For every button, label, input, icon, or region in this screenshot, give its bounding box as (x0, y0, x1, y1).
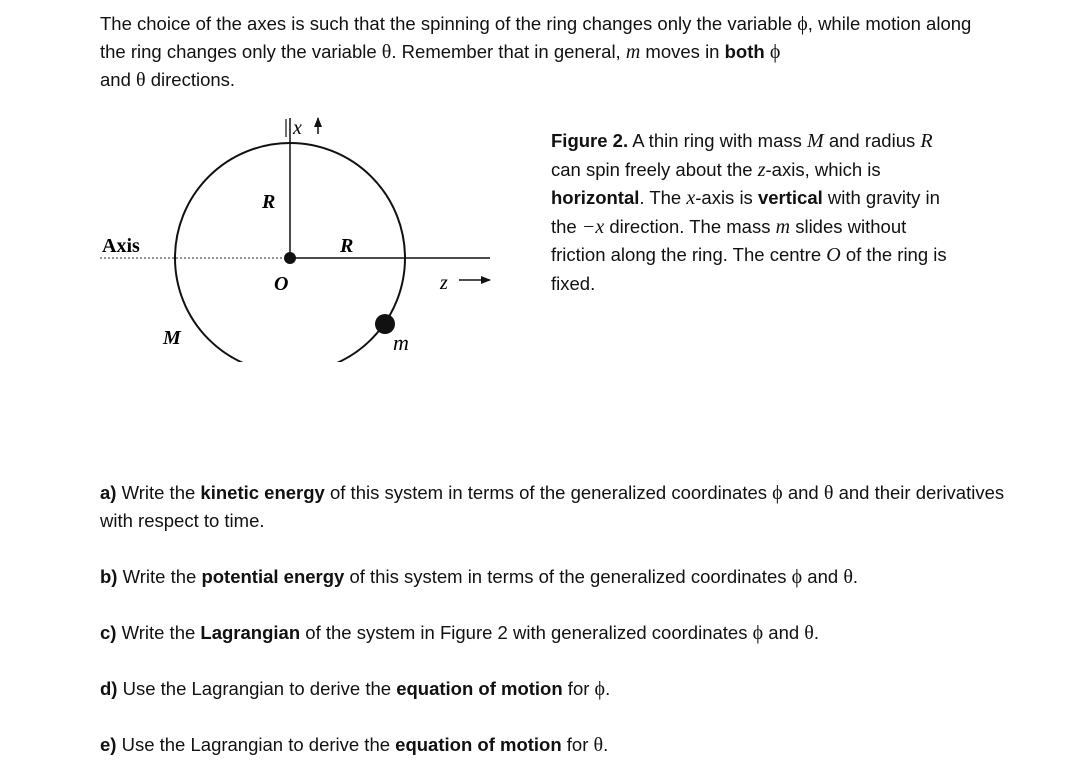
phi-symbol: ϕ (594, 678, 606, 700)
caption-text: A thin ring with mass (628, 130, 808, 151)
question-bold: kinetic energy (200, 482, 325, 503)
question-text: and (763, 622, 805, 643)
question-text: Write the (116, 482, 201, 503)
question-label: a) (100, 482, 117, 503)
question-label: d) (100, 678, 118, 699)
question-text: Use the Lagrangian to derive the (117, 678, 397, 699)
caption-text: with gravity in the (551, 187, 940, 237)
question-text: Write the (117, 566, 202, 587)
question-label: b) (100, 566, 118, 587)
theta-symbol: θ (593, 734, 604, 756)
question-b (100, 563, 1000, 591)
axis-label: Axis (102, 235, 140, 257)
caption-bold-vertical: vertical (757, 187, 823, 208)
question-text: of this system in terms of the generalized coordinates (324, 482, 773, 503)
mass-symbol: m (775, 215, 791, 238)
question-e (100, 731, 1000, 759)
question-text: for (561, 734, 594, 755)
intro-text: The choice of the axes is such that the spinning of the ring changes only the variable (100, 13, 798, 34)
question-text: of the system in Figure 2 with generalized coordinates (300, 622, 753, 643)
caption-text: . The (639, 187, 687, 208)
theta-symbol: θ (136, 69, 146, 91)
question-bold: equation of motion (396, 678, 563, 699)
neg-x-symbol: −x (581, 215, 605, 238)
intro-text: , while motion along the ring changes only the variable (100, 13, 972, 62)
caption-bold-horizontal: horizontal (551, 187, 640, 208)
question-bold: Lagrangian (200, 622, 301, 643)
intro-paragraph (100, 10, 1000, 94)
x-label: x (293, 117, 302, 139)
intro-text: directions. (145, 69, 236, 90)
question-text: Use the Lagrangian to derive the (116, 734, 396, 755)
phi-symbol: ϕ (797, 13, 808, 35)
phi-symbol: ϕ (769, 41, 781, 63)
origin-dot (284, 252, 296, 264)
question-text: and (802, 566, 844, 587)
caption-title: Figure 2. (551, 130, 629, 151)
big-mass-label: M (163, 327, 181, 349)
phi-symbol: ϕ (752, 622, 764, 644)
mass-m-dot (375, 314, 395, 334)
figure-caption (551, 127, 951, 297)
caption-text: -axis, which is (765, 158, 881, 180)
phi-symbol: ϕ (791, 566, 803, 588)
question-bold: potential energy (201, 566, 345, 587)
question-bold: equation of motion (395, 734, 562, 755)
phi-symbol: ϕ (772, 482, 783, 504)
question-text: and their derivatives with respect to time. (100, 482, 1005, 531)
question-label: e) (100, 734, 117, 755)
mass-symbol: m (625, 41, 641, 63)
z-label: z (440, 272, 448, 294)
question-text: . (605, 678, 611, 699)
question-d (100, 675, 1000, 703)
theta-symbol: θ (804, 622, 814, 644)
caption-text: can spin freely about the (551, 158, 758, 180)
theta-symbol: θ (823, 482, 834, 504)
intro-text: moves in (640, 41, 725, 62)
question-label: c) (100, 622, 117, 643)
question-text: of this system in terms of the generalized coordinates (344, 566, 792, 587)
theta-symbol: θ (843, 566, 853, 588)
intro-text: and (100, 69, 137, 90)
question-text: . (603, 734, 609, 755)
caption-text: slides without friction along the ring. The centre (551, 215, 907, 265)
z-symbol: z (757, 158, 766, 181)
x-symbol: x (686, 187, 696, 209)
caption-text: -axis is (695, 187, 758, 208)
small-mass-label: m (393, 330, 409, 355)
r-vertical-label: R (262, 191, 276, 213)
intro-text: . Remember that in general, (391, 41, 626, 62)
question-text: Write the (116, 622, 201, 643)
ring-figure (95, 112, 515, 362)
origin-label: O (274, 273, 289, 295)
question-text: for (562, 678, 595, 699)
caption-text: of the ring is fixed. (551, 244, 947, 294)
question-text: . (852, 566, 859, 587)
question-text: and (782, 482, 824, 503)
question-c (100, 619, 1000, 647)
theta-symbol: θ (381, 41, 392, 63)
r-horizontal-label: R (340, 235, 354, 257)
question-text: . (813, 622, 820, 643)
caption-text: and radius (823, 130, 921, 151)
mass-symbol: M (807, 130, 824, 152)
origin-symbol: O (826, 244, 841, 266)
intro-bold-both: both (724, 41, 765, 62)
caption-text: direction. The mass (604, 215, 776, 237)
question-a (100, 479, 1010, 535)
radius-symbol: R (920, 130, 933, 152)
